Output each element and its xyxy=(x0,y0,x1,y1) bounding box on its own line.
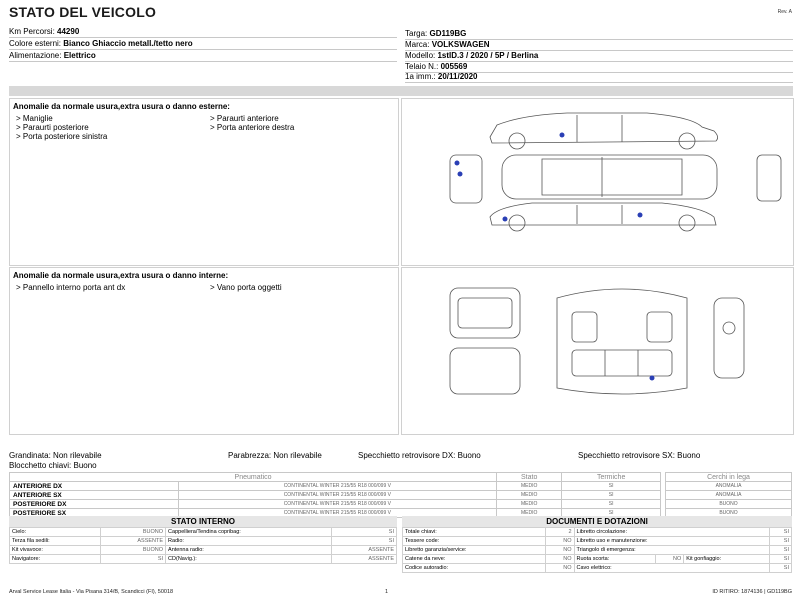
table-row: Cielo: BUONO Cappelliera/Tendina copribag: SI xyxy=(10,528,397,537)
damage-marker xyxy=(455,161,460,166)
table-row: Totale chiavi: 2 Libretto circolazione: SI xyxy=(403,528,792,537)
internal-damage-list-1 xyxy=(16,283,125,292)
table-row: Navigatore: SI CD(Navig.): ASSENTE xyxy=(10,555,397,564)
mirror-dx-info: Specchietto retrovisore DX: Buono xyxy=(358,451,481,460)
mirror-sx-info: Specchietto retrovisore SX: Buono xyxy=(578,451,701,460)
windshield-info: Parabrezza: Non rilevabile xyxy=(228,451,322,460)
color-field: Colore esterni: Bianco Ghiaccio metall./tetto nero xyxy=(9,38,397,50)
table-row: Terza fila sedili: ASSENTE Radio: SI xyxy=(10,537,397,546)
documents-section xyxy=(402,516,792,573)
table-row: ANTERIORE DX CONTINENTAL WINTER 215/55 R18 000/099 V MEDIO SI xyxy=(10,482,661,491)
damage-marker xyxy=(503,217,508,222)
list-item: > Paraurti posteriore xyxy=(16,123,89,132)
damage-marker xyxy=(458,172,463,177)
col-header-rims: Cerchi in lega xyxy=(666,473,792,482)
interior-state-section xyxy=(9,516,397,564)
interior-state-heading: STATO INTERNO xyxy=(9,516,397,527)
internal-damage-panel xyxy=(9,267,399,435)
internal-damage-list-2 xyxy=(210,283,282,292)
revision-label: Rev. A xyxy=(777,9,792,15)
brand-field: Marca: VOLKSWAGEN xyxy=(405,39,793,51)
table-row: ANOMALIA xyxy=(666,482,792,491)
table-row: Catene da neve: NO Ruota scorta: NO Kit gonfiaggio: SI xyxy=(403,555,792,564)
hail-info: Grandinata: Non rilevabile xyxy=(9,451,102,460)
list-item: > Porta anteriore destra xyxy=(210,123,295,132)
damage-marker xyxy=(638,213,643,218)
list-item: > Porta posteriore sinistra xyxy=(16,132,108,141)
table-row: Tessere code: NO Libretto uso e manutenzione: SI xyxy=(403,537,792,546)
list-item: > Maniglie xyxy=(16,114,53,123)
col-header-tyre: Pneumatico xyxy=(10,473,497,482)
table-row: ANTERIORE SX CONTINENTAL WINTER 215/55 R18 000/099 V MEDIO SI xyxy=(10,491,661,500)
table-row: POSTERIORE SX CONTINENTAL WINTER 215/55 R18 000/099 V MEDIO SI xyxy=(10,509,661,518)
external-damage-list-1 xyxy=(16,114,107,141)
table-row: BUONO xyxy=(666,500,792,509)
section-divider xyxy=(9,86,793,96)
damage-marker xyxy=(650,376,655,381)
footer-ritiro-id: ID RITIRO: 1874136 | GD119BG xyxy=(712,589,792,595)
col-header-state: Stato xyxy=(497,473,562,482)
table-row: Codice autoradio: NO Cavo elettrico: SI xyxy=(403,564,792,573)
list-item: > Pannello interno porta ant dx xyxy=(16,283,126,292)
col-header-thermal: Termiche xyxy=(562,473,661,482)
external-damage-panel xyxy=(9,98,399,266)
table-row: ANOMALIA xyxy=(666,491,792,500)
internal-car-diagram xyxy=(401,267,794,435)
model-field: Modello: 1stID.3 / 2020 / 5P / Berlina xyxy=(405,50,793,62)
table-row: BUONO xyxy=(666,509,792,518)
rims-table xyxy=(665,472,792,518)
registration-field: 1a imm.: 20/11/2020 xyxy=(405,71,793,83)
page-title: STATO DEL VEICOLO xyxy=(9,4,157,20)
table-row: POSTERIORE DX CONTINENTAL WINTER 215/55 R18 000/099 V MEDIO SI xyxy=(10,500,661,509)
footer-page-number: 1 xyxy=(385,589,389,595)
external-damage-list-2 xyxy=(210,114,294,132)
footer-company: Arval Service Lease Italia - Via Pisana 314/B, Scandicci (FI), 50018 xyxy=(9,589,174,595)
external-damage-heading: Anomalie da normale usura,extra usura o danno esterne: xyxy=(13,102,230,111)
plate-field: Targa: GD119BG xyxy=(405,28,793,40)
list-item: > Vano porta oggetti xyxy=(210,283,282,292)
km-field: Km Percorsi: 44290 xyxy=(9,26,397,38)
damage-marker xyxy=(560,133,565,138)
chassis-field: Telaio N.: 005569 xyxy=(405,61,793,73)
keylock-info: Blocchetto chiavi: Buono xyxy=(9,461,97,470)
table-row: Kit vivavoce: BUONO Antenna radio: ASSENTE xyxy=(10,546,397,555)
fuel-field: Alimentazione: Elettrico xyxy=(9,50,397,62)
documents-heading: DOCUMENTI E DOTAZIONI xyxy=(402,516,792,527)
external-car-diagram xyxy=(401,98,794,266)
internal-damage-heading: Anomalie da normale usura,extra usura o danno interne: xyxy=(13,271,229,280)
list-item: > Paraurti anteriore xyxy=(210,114,279,123)
table-row: Libretto garanzia/service: NO Triangolo di emergenza: SI xyxy=(403,546,792,555)
tyres-table xyxy=(9,472,661,518)
